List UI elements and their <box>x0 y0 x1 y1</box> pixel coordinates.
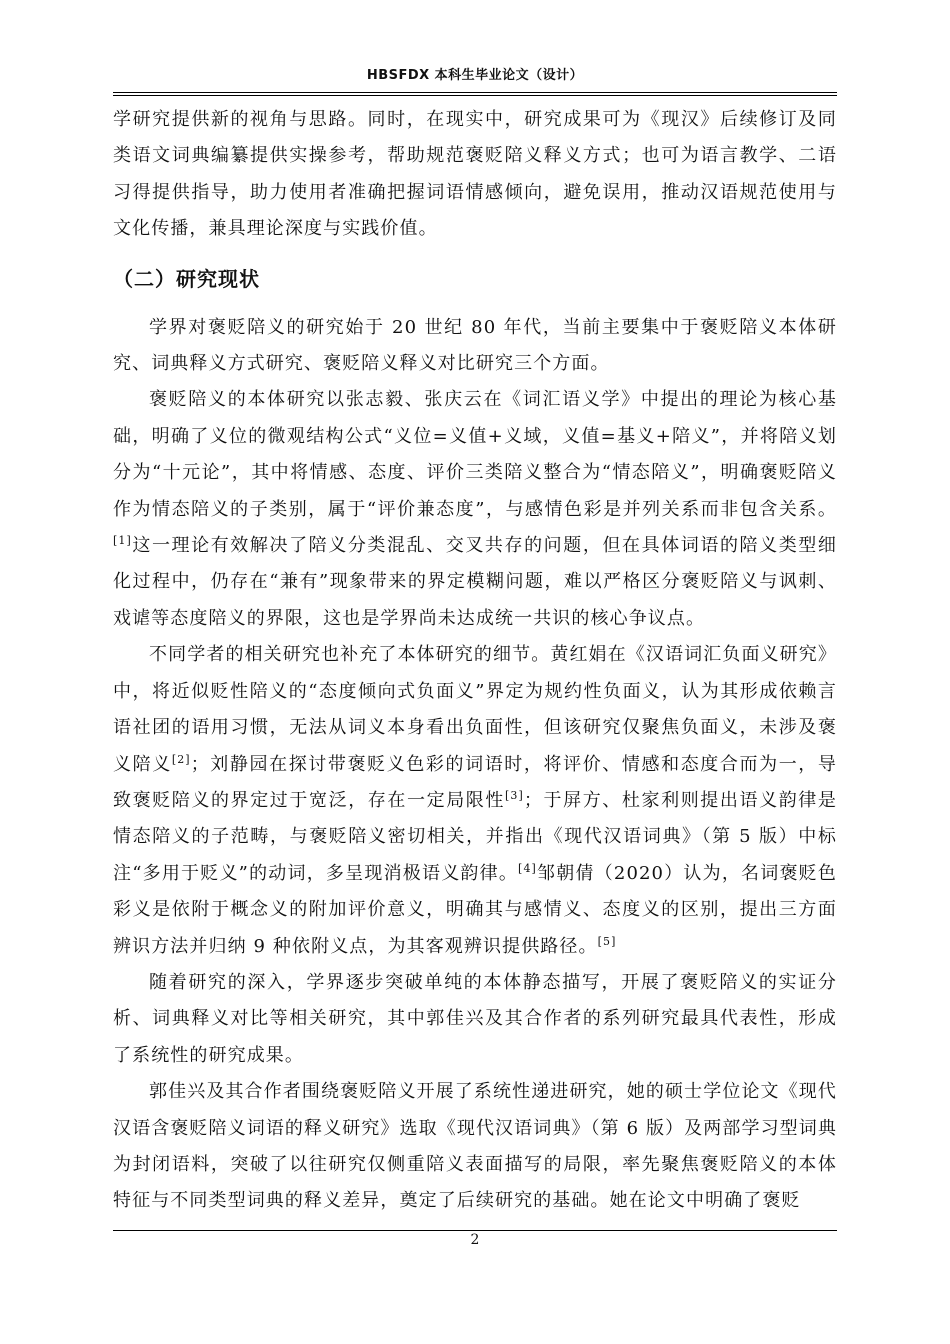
citation-2: [2] <box>171 752 191 766</box>
paragraph-research-overview: 学界对褒贬陪义的研究始于 20 世纪 80 年代，当前主要集中于褒贬陪义本体研究、词典释义方式研究、褒贬陪义释义对比研究三个方面。 <box>113 316 837 375</box>
citation-1: [1] <box>113 534 132 548</box>
text-run: 不同学者的相关研究也补充了本体研究的细节。黄红娟在《汉语词汇负面义研究》中，将近似贬性陪义的“态度倾向式负面义”界定为规约性负面义，认为其形成依赖言语社团的语用习惯，无法从词义本身看出负面性，但该研究仅聚焦负面义，未涉及褒义陪义 <box>113 644 837 775</box>
paragraph-empirical-research: 随着研究的深入，学界逐步突破单纯的本体静态描写，开展了褒贬陪义的实证分析、词典释义对比等相关研究，其中郭佳兴及其合作者的系列研究最具代表性，形成了系统性的研究成果。 <box>113 971 837 1066</box>
footer-rule <box>113 1230 837 1231</box>
header-rule-bottom <box>113 95 837 96</box>
citation-5: [5] <box>597 934 617 948</box>
text-run: 邹朝倩（2020）认为，名词褒贬色彩义是依附于概念义的附加评价意义，明确其与感情义、态度义的区别，提出三方面辨识方法并归纳 9 种依附义点，为其客观辨识提供路径。 <box>113 862 837 957</box>
paragraph-scholar-research <box>113 637 837 965</box>
page-number: 2 <box>470 1232 480 1248</box>
header-rule-top <box>113 92 837 93</box>
body-text <box>113 102 837 1220</box>
text-run: 这一理论有效解决了陪义分类混乱、交叉共存的问题，但在具体词语的陪义类型细化过程中，仍存在“兼有”现象带来的界定模糊问题，难以严格区分褒贬陪义与讽刺、戏谑等态度陪义的界限，这也是学界尚未达成统一共识的核心争议点。 <box>113 535 837 629</box>
running-header: HBSFDX 本科生毕业论文（设计） <box>366 68 584 83</box>
paragraph-ontology-research <box>113 382 837 637</box>
text-run: 褒贬陪义的本体研究以张志毅、张庆云在《词汇语义学》中提出的理论为核心基础，明确了义位的微观结构公式“义位=义值+义域，义值=基义+陪义”，并将陪义划分为“十元论”，其中将情感、态度、评价三类陪义整合为“情态陪义”，明确褒贬陪义作为情态陪义的子类别，属于“评价兼态度”，与感情色彩是并列关系而非包含关系。 <box>113 389 837 520</box>
paragraph-guo-research: 郭佳兴及其合作者围绕褒贬陪义开展了系统性递进研究，她的硕士学位论文《现代汉语含褒贬陪义词语的释义研究》选取《现代汉语词典》（第 6 版）及两部学习型词典为封闭语料，突破了以往研究仅侧重陪义表面描写的局限，率先聚焦褒贬陪义的本体特征与不同类型词典的释义差异，奠定了后续研究的基础。她在论文中明确了褒贬 <box>113 1081 837 1212</box>
section-heading: （二）研究现状 <box>113 266 260 291</box>
citation-3: [3] <box>505 788 524 802</box>
text-run: ；刘静园在探讨带褒贬义色彩的词语时，将评价、情感和态度合而为一，导致褒贬陪义的界定过于宽泛，存在一定局限性 <box>113 753 837 811</box>
text-run: ；于屏方、杜家利则提出语义韵律是情态陪义的子范畴，与褒贬陪义密切相关，并指出《现代汉语词典》（第 5 版）中标注“多用于贬义”的动词，多呈现消极语义韵律。 <box>113 789 837 884</box>
citation-4: [4] <box>518 861 537 875</box>
paragraph-significance-end: 学研究提供新的视角与思路。同时，在现实中，研究成果可为《现汉》后续修订及同类语文词典编纂提供实操参考，帮助规范褒贬陪义释义方式；也可为语言教学、二语习得提供指导，助力使用者准确把握词语情感倾向，避免误用，推动汉语规范使用与文化传播，兼具理论深度与实践价值。 <box>113 109 837 240</box>
